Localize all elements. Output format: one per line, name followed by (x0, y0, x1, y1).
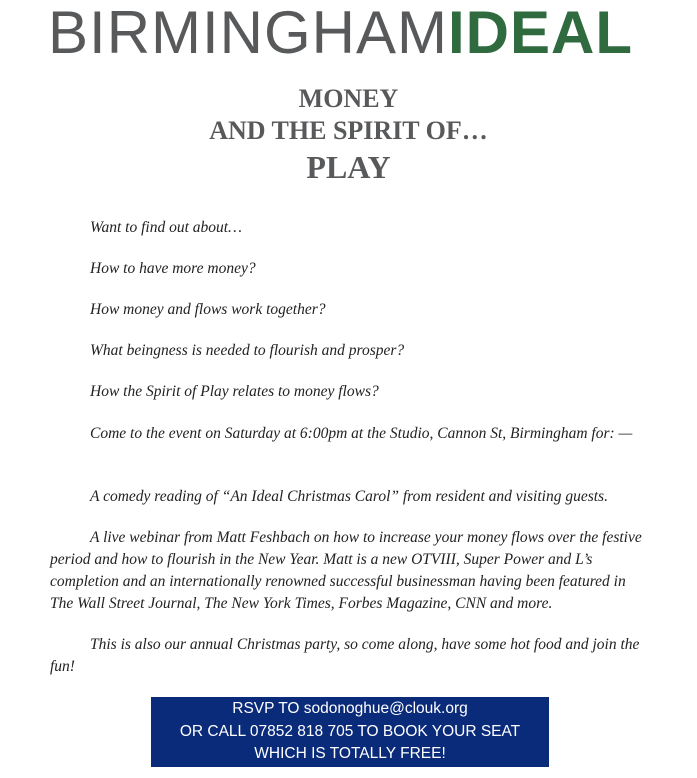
paragraph-event: Come to the event on Saturday at 6:00pm at the Studio, Cannon St, Birmingham for: — (90, 425, 633, 442)
rsvp-free-line: WHICH IS TOTALLY FREE! (254, 745, 446, 762)
logo-ideal: IDEAL (448, 0, 633, 66)
paragraph-intro: Want to find out about… (90, 219, 242, 236)
paragraph-comedy: A comedy reading of “An Ideal Christmas Carol” from resident and visiting guests. (90, 488, 608, 505)
paragraph-webinar: A live webinar from Matt Feshbach on how to increase your money flows over the festive period and how to flourish in the New Year. Matt is a new OTVIII, Super Power and L’s completion and an internationally renowned successful businessman having been featured in The Wall Street Journal, The New York Times, Forbes Magazine, CNN and more. (50, 529, 642, 612)
paragraph-question-1: How to have more money? (90, 260, 256, 277)
rsvp-email-line: RSVP TO sodonoghue@clouk.org (232, 700, 468, 717)
logo-birmingham: BIRMINGHAM (48, 0, 448, 66)
paragraph-question-2: How money and flows work together? (90, 301, 326, 318)
title-money: MONEY (298, 84, 399, 113)
paragraph-question-4: How the Spirit of Play relates to money flows? (90, 383, 379, 400)
rsvp-phone-line: OR CALL 07852 818 705 TO BOOK YOUR SEAT (179, 722, 521, 740)
title-spirit-of: AND THE SPIRIT OF… (209, 116, 488, 145)
title-play: PLAY (306, 149, 391, 185)
paragraph-party: This is also our annual Christmas party, so come along, have some hot food and join the fun! (50, 636, 640, 675)
rsvp-box (151, 697, 549, 767)
logo (48, 0, 658, 66)
paragraph-question-3: What beingness is needed to flourish and prosper? (90, 342, 405, 359)
